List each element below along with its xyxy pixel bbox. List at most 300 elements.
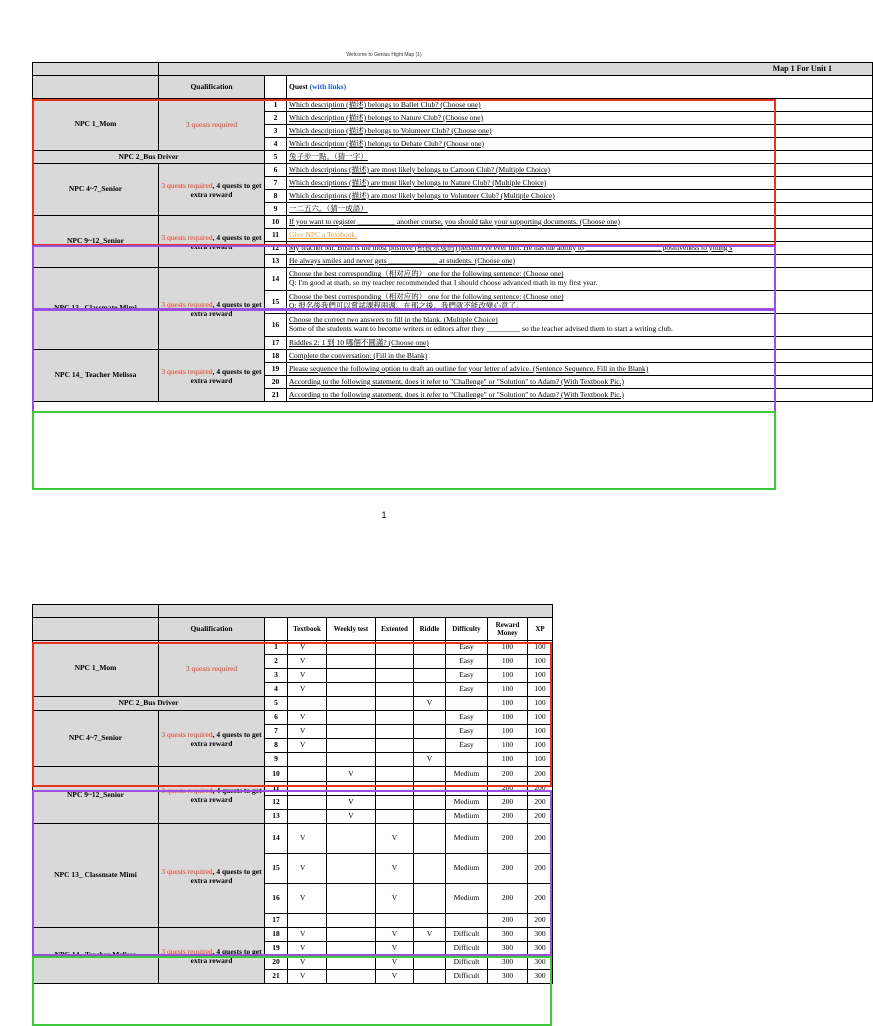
textbook-mark [288,810,327,824]
textbook-mark [288,697,327,711]
quest-row [33,350,873,363]
quest-row [33,151,873,164]
difficulty-cell [446,914,488,928]
quest-link[interactable]: Which descriptions (描述) are most likely belongs to Volunteer Club? (Multiple Choice) [289,190,555,200]
weekly-test-mark: V [327,796,376,810]
weekly-test-mark: V [327,767,376,782]
quest-number: 16 [265,314,287,337]
textbook-mark: V [288,854,327,884]
quest-cell [287,190,873,203]
xp-cell: 200 [528,824,553,854]
weekly-test-mark [327,942,376,956]
quest-number: 14 [265,268,287,291]
weekly-test-mark [327,641,376,655]
qualification-required: 3 quests required [185,120,238,129]
riddle-mark [414,970,446,984]
header-extended: Extented [376,618,414,641]
qualification-required: 3 quests required [161,232,213,242]
riddle-mark [414,796,446,810]
weekly-test-mark [327,854,376,884]
textbook-mark: V [288,942,327,956]
textbook-mark [288,782,327,796]
qualification-required: 3 quests required [161,366,213,376]
extended-mark [376,641,414,655]
quest-row [33,99,873,112]
textbook-mark: V [288,725,327,739]
qualification-cell [159,641,265,697]
quest-row [33,268,873,291]
quest-link[interactable]: My teacher Mr. Bush is the most positive (积极乐观的) person I've ever met. He has the ability to ____________________ positiveness to young s [289,242,733,252]
difficulty-cell: Easy [446,641,488,655]
xp-cell: 300 [528,942,553,956]
xp-cell: 100 [528,753,553,767]
quest-link[interactable]: According to the following statement, does it refer to "Challenge" or "Solution" to Adam? (With Textbook Pic.) [289,389,624,399]
weekly-test-mark [327,739,376,753]
qualification-required: 3 quests required [185,664,238,673]
quest-number: 11 [265,782,288,796]
qualification-extra: , 4 quests to get extra reward [190,946,262,965]
textbook-mark: V [288,884,327,914]
reward-money-cell: 200 [488,824,528,854]
quest-number: 5 [265,151,287,164]
quest-number: 18 [265,928,288,942]
riddle-mark [414,782,446,796]
quest-link[interactable]: Give NPC a Textbook. [289,229,358,239]
quest-cell [287,337,873,350]
npc-name: NPC 1_Mom [33,641,159,697]
extended-mark: V [376,824,414,854]
quest-link[interactable]: Which description (描述) belongs to Debate Club? (Choose one) [289,138,484,148]
xp-cell: 200 [528,782,553,796]
quest-cell [287,112,873,125]
quest-number: 13 [265,810,288,824]
quest-number: 12 [265,796,288,810]
reward-money-cell: 300 [488,942,528,956]
textbook-mark: V [288,970,327,984]
quest-link[interactable]: Riddles 2: 1 到 10 哪個不圓滿? (Choose one) [289,337,429,347]
extended-mark: V [376,884,414,914]
xp-cell: 200 [528,810,553,824]
reward-row [33,824,553,854]
difficulty-cell: Easy [446,711,488,725]
qualification-required: 3 quests required [161,786,213,795]
difficulty-cell: Difficult [446,942,488,956]
column-header-row [33,76,873,99]
header-difficulty: Difficulty [446,618,488,641]
extended-mark [376,697,414,711]
extended-mark [376,711,414,725]
quest-number: 4 [265,683,288,697]
npc-name: NPC 14_ Teacher Melissa [33,350,159,402]
quest-number: 20 [265,376,287,389]
quest-number: 16 [265,884,288,914]
extended-mark: V [376,854,414,884]
extended-mark: V [376,942,414,956]
riddle-mark [414,956,446,970]
difficulty-cell [446,753,488,767]
table2-top-row [33,605,553,618]
extended-mark [376,782,414,796]
npc-name: NPC 2_Bus Driver [33,151,265,164]
reward-money-cell: 100 [488,725,528,739]
difficulty-cell: Easy [446,683,488,697]
quest-header-label: Quest [289,81,308,91]
npc-name: NPC 9~12_Senior [33,767,159,824]
quest-link[interactable]: Which description (描述) belongs to Ballet Club? (Choose one) [289,99,481,109]
reward-money-cell: 100 [488,753,528,767]
difficulty-cell: Difficult [446,970,488,984]
quest-link[interactable]: 兔子步一點。（猜一字） [289,151,368,161]
extended-mark [376,753,414,767]
weekly-test-mark [327,824,376,854]
reward-row [33,767,553,782]
xp-cell: 200 [528,884,553,914]
textbook-mark: V [288,683,327,697]
quest-link[interactable]: Which description (描述) belongs to Volunteer Club? (Choose one) [289,125,492,135]
quest-link[interactable]: Which descriptions (描述) are most likely belongs to Nature Club? (Multiple Choice) [289,177,547,187]
qualification-cell [159,928,265,984]
xp-cell: 200 [528,854,553,884]
quest-cell [287,125,873,138]
weekly-test-mark [327,711,376,725]
riddle-mark [414,711,446,725]
extended-mark [376,914,414,928]
reward-money-cell: 200 [488,884,528,914]
difficulty-cell: Medium [446,824,488,854]
quest-cell [287,314,873,337]
quest-link[interactable]: Choose the best corresponding（相对应的） one for the following sentence: (Choose one) [289,292,564,302]
weekly-test-mark [327,725,376,739]
qualification-extra: , 4 quests to get extra reward [190,866,262,885]
qualification-extra: , 4 quests to get extra reward [190,786,262,804]
quest-cell [287,203,873,216]
difficulty-cell: Easy [446,725,488,739]
quest-cell [287,99,873,112]
textbook-mark: V [288,655,327,669]
riddle-mark [414,884,446,914]
blank-cell [33,76,159,99]
quest-link[interactable]: Please sequence the following option to draft an outline for your letter of advice. (Sentence Sequence, Fill in the Blank) [289,363,649,373]
quest-number: 14 [265,824,288,854]
difficulty-cell [446,782,488,796]
blank-cell [265,618,288,641]
page-number: 1 [381,510,387,520]
reward-money-cell: 100 [488,711,528,725]
quest-cell [287,242,873,255]
quest-link[interactable]: If you want to register __________ another course, you should take your supporting documents. (Choose one) [289,216,620,226]
quest-number: 15 [265,291,287,314]
blank-cell [33,618,159,641]
quest-cell [287,268,873,291]
qualification-required: 3 quests required [161,180,213,190]
quest-cell [287,350,873,363]
reward-money-cell: 200 [488,810,528,824]
qualification-required: 3 quests required [161,946,213,956]
riddle-mark [414,669,446,683]
npc-name: NPC 1_Mom [33,99,159,151]
textbook-mark: V [288,641,327,655]
reward-row [33,641,553,655]
xp-cell: 100 [528,655,553,669]
quest-link[interactable]: Complete the conversation: (Fill in the Blank) [289,350,428,360]
quest-link[interactable]: According to the following statement, does it refer to "Challenge" or "Solution" to Adam? (With Textbook Pic.) [289,376,624,386]
extended-mark: V [376,928,414,942]
xp-cell: 100 [528,669,553,683]
xp-cell: 200 [528,914,553,928]
quest-number: 20 [265,956,288,970]
qualification-extra: , 4 quests to get extra reward [190,180,262,199]
reward-money-cell: 200 [488,796,528,810]
riddle-mark [414,942,446,956]
textbook-mark: V [288,928,327,942]
extended-mark [376,739,414,753]
weekly-test-mark: V [327,810,376,824]
weekly-test-mark [327,956,376,970]
qualification-cell [159,216,265,268]
quest-map-table [32,62,873,402]
extended-mark: V [376,970,414,984]
qualification-extra: , 4 quests to get extra reward [190,232,262,251]
riddle-mark: V [414,753,446,767]
textbook-mark: V [288,824,327,854]
reward-row [33,928,553,942]
weekly-test-mark [327,669,376,683]
quest-cell [287,229,873,242]
quest-number: 15 [265,854,288,884]
riddle-mark: V [414,697,446,711]
xp-cell: 200 [528,796,553,810]
quest-number: 12 [265,242,287,255]
qualification-required: 3 quests required [161,299,213,309]
npc-name: NPC 13_ Classmate Mimi [33,824,159,928]
quest-question: Q: 报名後我們可以嘗試課程兩週。在那之後，我們就不能改變心意了。 [289,301,524,310]
npc-name: NPC 2_Bus Driver [33,697,265,711]
difficulty-cell: Easy [446,669,488,683]
reward-row [33,711,553,725]
xp-cell: 100 [528,697,553,711]
xp-cell: 100 [528,711,553,725]
quest-number: 17 [265,337,287,350]
extended-mark [376,767,414,782]
xp-cell: 100 [528,739,553,753]
extended-mark [376,796,414,810]
reward-money-cell: 100 [488,697,528,711]
difficulty-cell: Medium [446,884,488,914]
blank-cell [159,605,553,618]
riddle-mark [414,725,446,739]
quest-number: 3 [265,125,287,138]
weekly-test-mark [327,655,376,669]
reward-money-cell: 200 [488,782,528,796]
xp-cell: 100 [528,641,553,655]
map-title-row [33,63,873,76]
quest-cell [287,255,873,268]
quest-number: 21 [265,970,288,984]
quest-number: 3 [265,669,288,683]
reward-money-cell: 200 [488,914,528,928]
reward-money-cell: 300 [488,970,528,984]
map-title: Map 1 For Unit 1 [159,63,873,76]
xp-cell: 300 [528,956,553,970]
qualification-cell [159,711,265,767]
quest-cell [287,376,873,389]
riddle-mark [414,824,446,854]
quest-link[interactable]: Choose the best corresponding（相对应的） one for the following sentence: (Choose one) [289,269,564,279]
textbook-mark: V [288,711,327,725]
riddle-mark [414,641,446,655]
quest-number: 19 [265,942,288,956]
weekly-test-mark [327,970,376,984]
riddle-mark: V [414,928,446,942]
quest-number: 10 [265,216,287,229]
quest-question: Some of the students want to become writers or editors after they _________ so the teacher advised them to start a writing club. [289,324,673,333]
difficulty-cell: Medium [446,854,488,884]
blank-cell [265,76,287,99]
difficulty-cell: Easy [446,739,488,753]
header-weekly: Weekly test [327,618,376,641]
difficulty-cell: Difficult [446,956,488,970]
quest-cell [287,138,873,151]
blank-cell [33,605,159,618]
quest-cell [287,164,873,177]
quest-number: 19 [265,363,287,376]
extended-mark [376,655,414,669]
quest-number: 21 [265,389,287,402]
qualification-required: 3 quests required [161,866,213,876]
difficulty-cell: Medium [446,767,488,782]
header-textbook: Textbook [288,618,327,641]
quest-number: 6 [265,711,288,725]
riddle-mark [414,655,446,669]
npc-name: NPC 9~12_Senior [33,216,159,268]
quest-number: 8 [265,739,288,753]
textbook-mark [288,767,327,782]
textbook-mark: V [288,669,327,683]
quest-number: 9 [265,203,287,216]
qualification-cell [159,824,265,928]
textbook-mark [288,753,327,767]
document-title: Welcome to Genius Hight Map (1) [346,52,422,58]
quest-number: 8 [265,190,287,203]
quest-link[interactable]: Which descriptions (描述) are most likely belongs to Cartoon Club? (Multiple Choice) [289,164,550,174]
qualification-extra: , 4 quests to get extra reward [190,729,262,748]
weekly-test-mark [327,884,376,914]
quest-number: 6 [265,164,287,177]
green-group-outline [32,411,776,490]
quest-cell [287,291,873,314]
xp-cell: 300 [528,970,553,984]
difficulty-cell: Medium [446,796,488,810]
reward-money-cell: 100 [488,683,528,697]
quest-cell [287,389,873,402]
npc-name: NPC 13_ Classmate Mimi [33,268,159,350]
npc-name: NPC 4~7_Senior [33,711,159,767]
riddle-mark [414,854,446,884]
reward-money-cell: 100 [488,669,528,683]
reward-row [33,697,553,711]
textbook-mark [288,796,327,810]
weekly-test-mark [327,697,376,711]
qualification-required: 3 quests required [161,729,213,739]
quest-number: 7 [265,725,288,739]
quest-number: 7 [265,177,287,190]
quest-number: 11 [265,229,287,242]
header-reward: Reward Money [488,618,528,641]
quest-cell [287,363,873,376]
reward-money-cell: 200 [488,854,528,884]
extended-mark: V [376,956,414,970]
xp-cell: 100 [528,683,553,697]
reward-money-cell: 200 [488,767,528,782]
reward-money-cell: 300 [488,928,528,942]
qualification-header: Qualification [159,76,265,99]
quest-links-note: (with links) [309,81,347,91]
quest-number: 1 [265,99,287,112]
riddle-mark [414,810,446,824]
qualification-extra: , 4 quests to get extra reward [190,299,262,318]
qualification-extra: , 4 quests to get extra reward [190,366,262,385]
quest-cell [287,151,873,164]
reward-money-cell: 300 [488,956,528,970]
quest-link[interactable]: Which description (描述) belongs to Nature Club? (Choose one) [289,112,484,122]
quest-number: 18 [265,350,287,363]
extended-mark [376,725,414,739]
reward-table [32,604,553,984]
reward-money-cell: 100 [488,655,528,669]
difficulty-cell [446,697,488,711]
quest-number: 5 [265,697,288,711]
quest-number: 4 [265,138,287,151]
quest-number: 2 [265,112,287,125]
qualification-cell [159,767,265,824]
riddle-mark [414,767,446,782]
weekly-test-mark [327,753,376,767]
riddle-mark [414,683,446,697]
quest-number: 10 [265,767,288,782]
difficulty-cell: Easy [446,655,488,669]
weekly-test-mark [327,914,376,928]
quest-header [287,76,873,99]
quest-question: Q: I'm good at math, so my teacher recommended that I should choose advanced math in my first year. [289,278,598,287]
textbook-mark: V [288,956,327,970]
weekly-test-mark [327,782,376,796]
reward-table-wrapper [32,604,554,984]
quest-row [33,164,873,177]
reward-money-cell: 100 [488,641,528,655]
xp-cell: 100 [528,725,553,739]
extended-mark [376,810,414,824]
quest-number: 17 [265,914,288,928]
quest-number: 2 [265,655,288,669]
reward-money-cell: 100 [488,739,528,753]
extended-mark [376,683,414,697]
qualification-header: Qualification [159,618,265,641]
weekly-test-mark [327,928,376,942]
riddle-mark [414,739,446,753]
quest-cell [287,177,873,190]
xp-cell: 300 [528,928,553,942]
blank-cell [33,63,159,76]
quest-number: 9 [265,753,288,767]
xp-cell: 200 [528,767,553,782]
quest-link[interactable]: 一二五六。（猜一成語） [289,203,368,213]
qualification-cell [159,268,265,350]
npc-name: NPC 14_ Teacher Melissa [33,928,159,984]
quest-link[interactable]: Choose the correct two answers to fill in the blank. (Multiple Choice) [289,315,498,325]
quest-number: 1 [265,641,288,655]
quest-link[interactable]: He always smiles and never gets _____________ at students. (Choose one) [289,255,515,265]
header-xp: XP [528,618,553,641]
